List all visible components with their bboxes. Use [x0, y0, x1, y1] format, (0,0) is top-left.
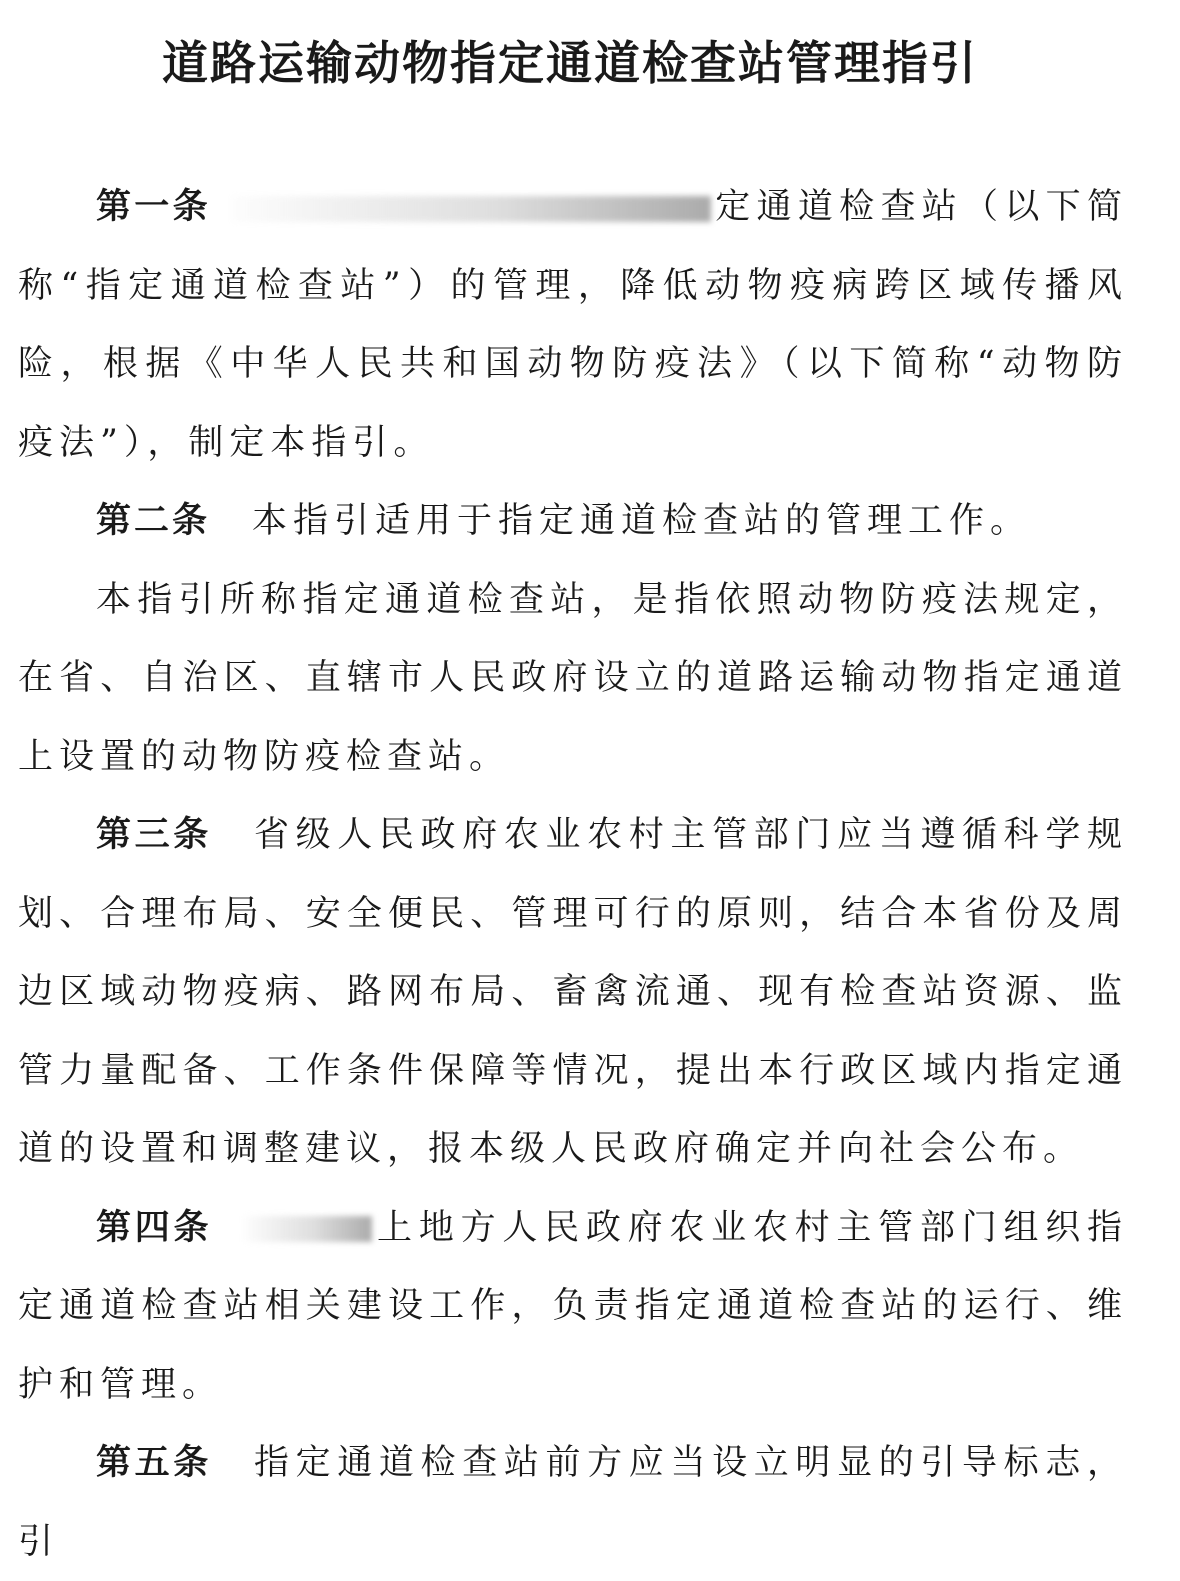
- article-number: 第四条: [96, 1207, 213, 1248]
- redacted-text-blur: [244, 1216, 372, 1242]
- article-5-paragraph: [18, 1424, 1128, 1581]
- article-number: 第二条: [96, 501, 211, 541]
- document-body: [18, 168, 1128, 1581]
- article-text: 定通道检查站（以下简称“指定通道检查站”）的管理，降低动物疫病跨区域传播风险，根据《中华人民共和国动物防疫法》（以下简称“动物防疫法”），制定本指引。: [18, 187, 1128, 463]
- article-text: 上地方人民政府农业农村主管部门组织指定通道检查站相关建设工作，负责指定通道检查站的运行、维护和管理。: [18, 1207, 1128, 1405]
- document-title: 道路运输动物指定通道检查站管理指引: [162, 36, 978, 90]
- paragraph-text: 本指引所称指定通道检查站，是指依照动物防疫法规定，在省、自治区、直辖市人民政府设立的道路运输动物指定通道上设置的动物防疫检查站。: [18, 579, 1128, 777]
- redacted-text-blur: [233, 196, 711, 222]
- article-3-paragraph: [18, 796, 1128, 1189]
- article-1-paragraph: [18, 168, 1128, 482]
- article-2-continuation-paragraph: [18, 561, 1128, 797]
- article-2-paragraph: [18, 482, 1128, 561]
- article-number: 第一条: [96, 187, 211, 227]
- article-number: 第三条: [96, 815, 212, 855]
- article-text: 指定通道检查站前方应当设立明显的引导标志，引: [18, 1443, 1128, 1562]
- article-4-paragraph: [18, 1189, 1128, 1425]
- article-text: 本指引适用于指定通道检查站的管理工作。: [252, 501, 1032, 541]
- article-number: 第五条: [96, 1443, 212, 1483]
- article-text: 省级人民政府农业农村主管部门应当遵循科学规划、合理布局、安全便民、管理可行的原则，结合本省份及周边区域动物疫病、路网布局、畜禽流通、现有检查站资源、监管力量配备、工作条件保障等情况，提出本行政区域内指定通道的设置和调整建议，报本级人民政府确定并向社会公布。: [18, 815, 1128, 1169]
